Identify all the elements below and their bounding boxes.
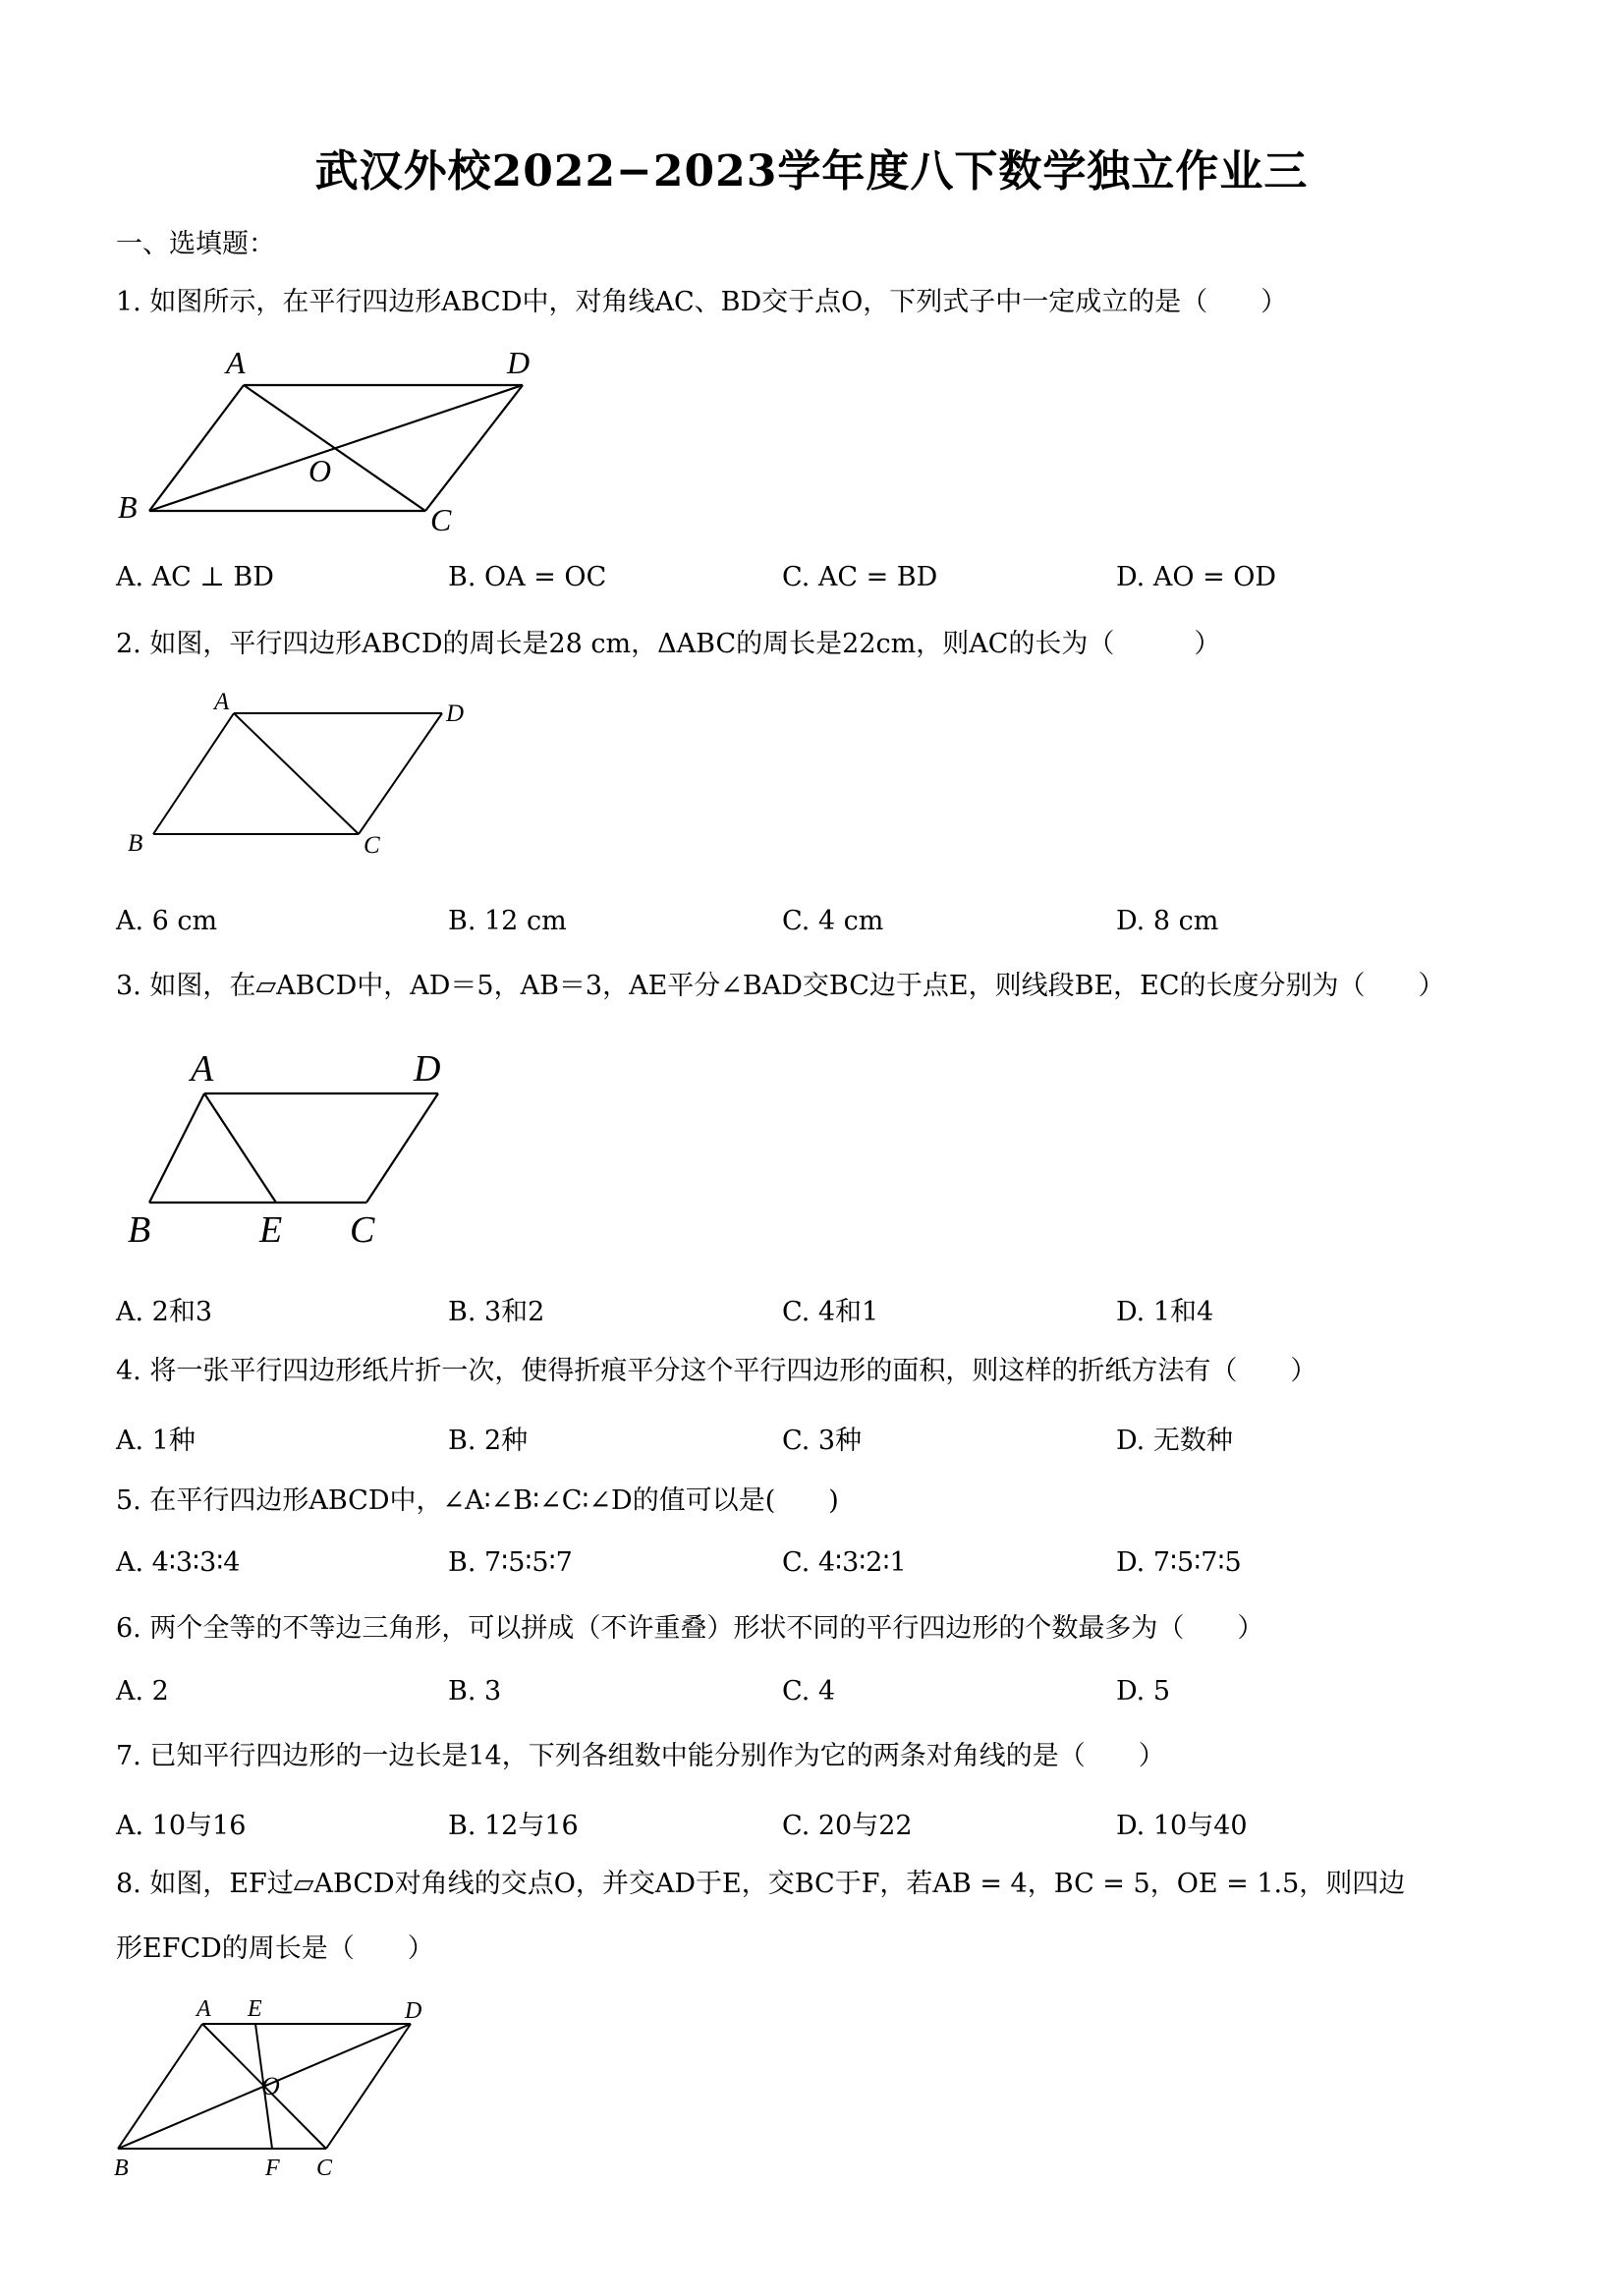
- figure-label: A: [191, 1048, 214, 1090]
- option-1a: A. AC ⊥ BD: [116, 562, 274, 592]
- figure-label: O: [308, 453, 332, 488]
- option-3a: A. 2和3: [116, 1297, 213, 1327]
- figure-label: C: [364, 832, 380, 859]
- question-3-figure: [114, 1039, 458, 1260]
- figure-label: D: [446, 700, 465, 727]
- figure-label: D: [405, 1998, 422, 2024]
- option-1b: B. OA = OC: [448, 562, 607, 592]
- question-3-stem: 3. 如图，在▱ABCD中，AD＝5，AB＝3，AE平分∠BAD交BC边于点E，则线段BE，EC的长度分别为（ ）: [116, 971, 1445, 1001]
- option-7d: D. 10与40: [1116, 1811, 1248, 1841]
- option-7a: A. 10与16: [116, 1811, 247, 1841]
- figure-label: E: [259, 1209, 283, 1251]
- figure-label: E: [248, 1996, 262, 2022]
- section-heading: 一、选填题：: [116, 229, 275, 259]
- figure-label: B: [114, 2156, 129, 2181]
- option-1d: D. AO = OD: [1116, 562, 1277, 592]
- option-4d: D. 无数种: [1116, 1426, 1233, 1456]
- option-2b: B. 12 cm: [448, 906, 567, 936]
- option-2c: C. 4 cm: [782, 906, 884, 936]
- question-8-stem-line2: 形EFCD的周长是（ ）: [116, 1933, 434, 1964]
- figure-label: O: [261, 2072, 280, 2100]
- option-3d: D. 1和4: [1116, 1297, 1214, 1327]
- figure-label: A: [196, 1996, 211, 2022]
- question-2-figure: [118, 684, 491, 870]
- option-4a: A. 1种: [116, 1426, 196, 1456]
- option-5b: B. 7∶5∶5∶7: [448, 1547, 573, 1578]
- option-1c: C. AC = BD: [782, 562, 938, 592]
- figure-label: C: [430, 502, 452, 535]
- figure-label: B: [128, 1209, 151, 1251]
- option-5a: A. 4∶3∶3∶4: [116, 1547, 241, 1578]
- option-2d: D. 8 cm: [1116, 906, 1219, 936]
- option-6b: B. 3: [448, 1676, 502, 1707]
- figure-label: C: [316, 2156, 333, 2181]
- option-4b: B. 2种: [448, 1426, 529, 1456]
- option-3b: B. 3和2: [448, 1297, 545, 1327]
- question-1-stem: 1. 如图所示，在平行四边形ABCD中，对角线AC、BD交于点O，下列式子中一定成立的是（ ）: [116, 287, 1288, 317]
- question-2-stem: 2. 如图，平行四边形ABCD的周长是28 cm，ΔABC的周长是22cm，则AC的长为（ ）: [116, 629, 1221, 659]
- figure-label: D: [507, 345, 531, 380]
- page-title: 武汉外校2022−2023学年度八下数学独立作业三: [314, 146, 1309, 196]
- question-7-stem: 7. 已知平行四边形的一边长是14，下列各组数中能分别作为它的两条对角线的是（ ）: [116, 1741, 1165, 1771]
- figure-label: D: [414, 1048, 441, 1090]
- question-1-figure: [108, 344, 550, 535]
- option-5d: D. 7∶5∶7∶5: [1116, 1547, 1242, 1578]
- figure-label: B: [118, 489, 138, 525]
- option-7b: B. 12与16: [448, 1811, 579, 1841]
- question-6-stem: 6. 两个全等的不等边三角形，可以拼成（不许重叠）形状不同的平行四边形的个数最多为（ ）: [116, 1613, 1264, 1644]
- option-6a: A. 2: [116, 1676, 169, 1707]
- question-4-stem: 4. 将一张平行四边形纸片折一次，使得折痕平分这个平行四边形的面积，则这样的折纸方法有（ ）: [116, 1356, 1317, 1386]
- question-8-figure: [106, 1992, 440, 2189]
- figure-label: F: [265, 2156, 280, 2181]
- option-5c: C. 4∶3∶2∶1: [782, 1547, 907, 1578]
- question-5-stem: 5. 在平行四边形ABCD中，∠A∶∠B∶∠C∶∠D的值可以是( ): [116, 1485, 839, 1516]
- figure-label: A: [214, 689, 230, 715]
- option-3c: C. 4和1: [782, 1297, 879, 1327]
- figure-label: B: [128, 830, 143, 857]
- figure-label: C: [350, 1209, 375, 1251]
- figure-label: A: [226, 345, 246, 380]
- question-8-stem-line1: 8. 如图，EF过▱ABCD对角线的交点O，并交AD于E，交BC于F，若AB = 4，BC = 5，OE = 1.5，则四边: [116, 1869, 1406, 1899]
- option-7c: C. 20与22: [782, 1811, 913, 1841]
- option-6d: D. 5: [1116, 1676, 1171, 1707]
- option-2a: A. 6 cm: [116, 906, 218, 936]
- option-4c: C. 3种: [782, 1426, 863, 1456]
- option-6c: C. 4: [782, 1676, 836, 1707]
